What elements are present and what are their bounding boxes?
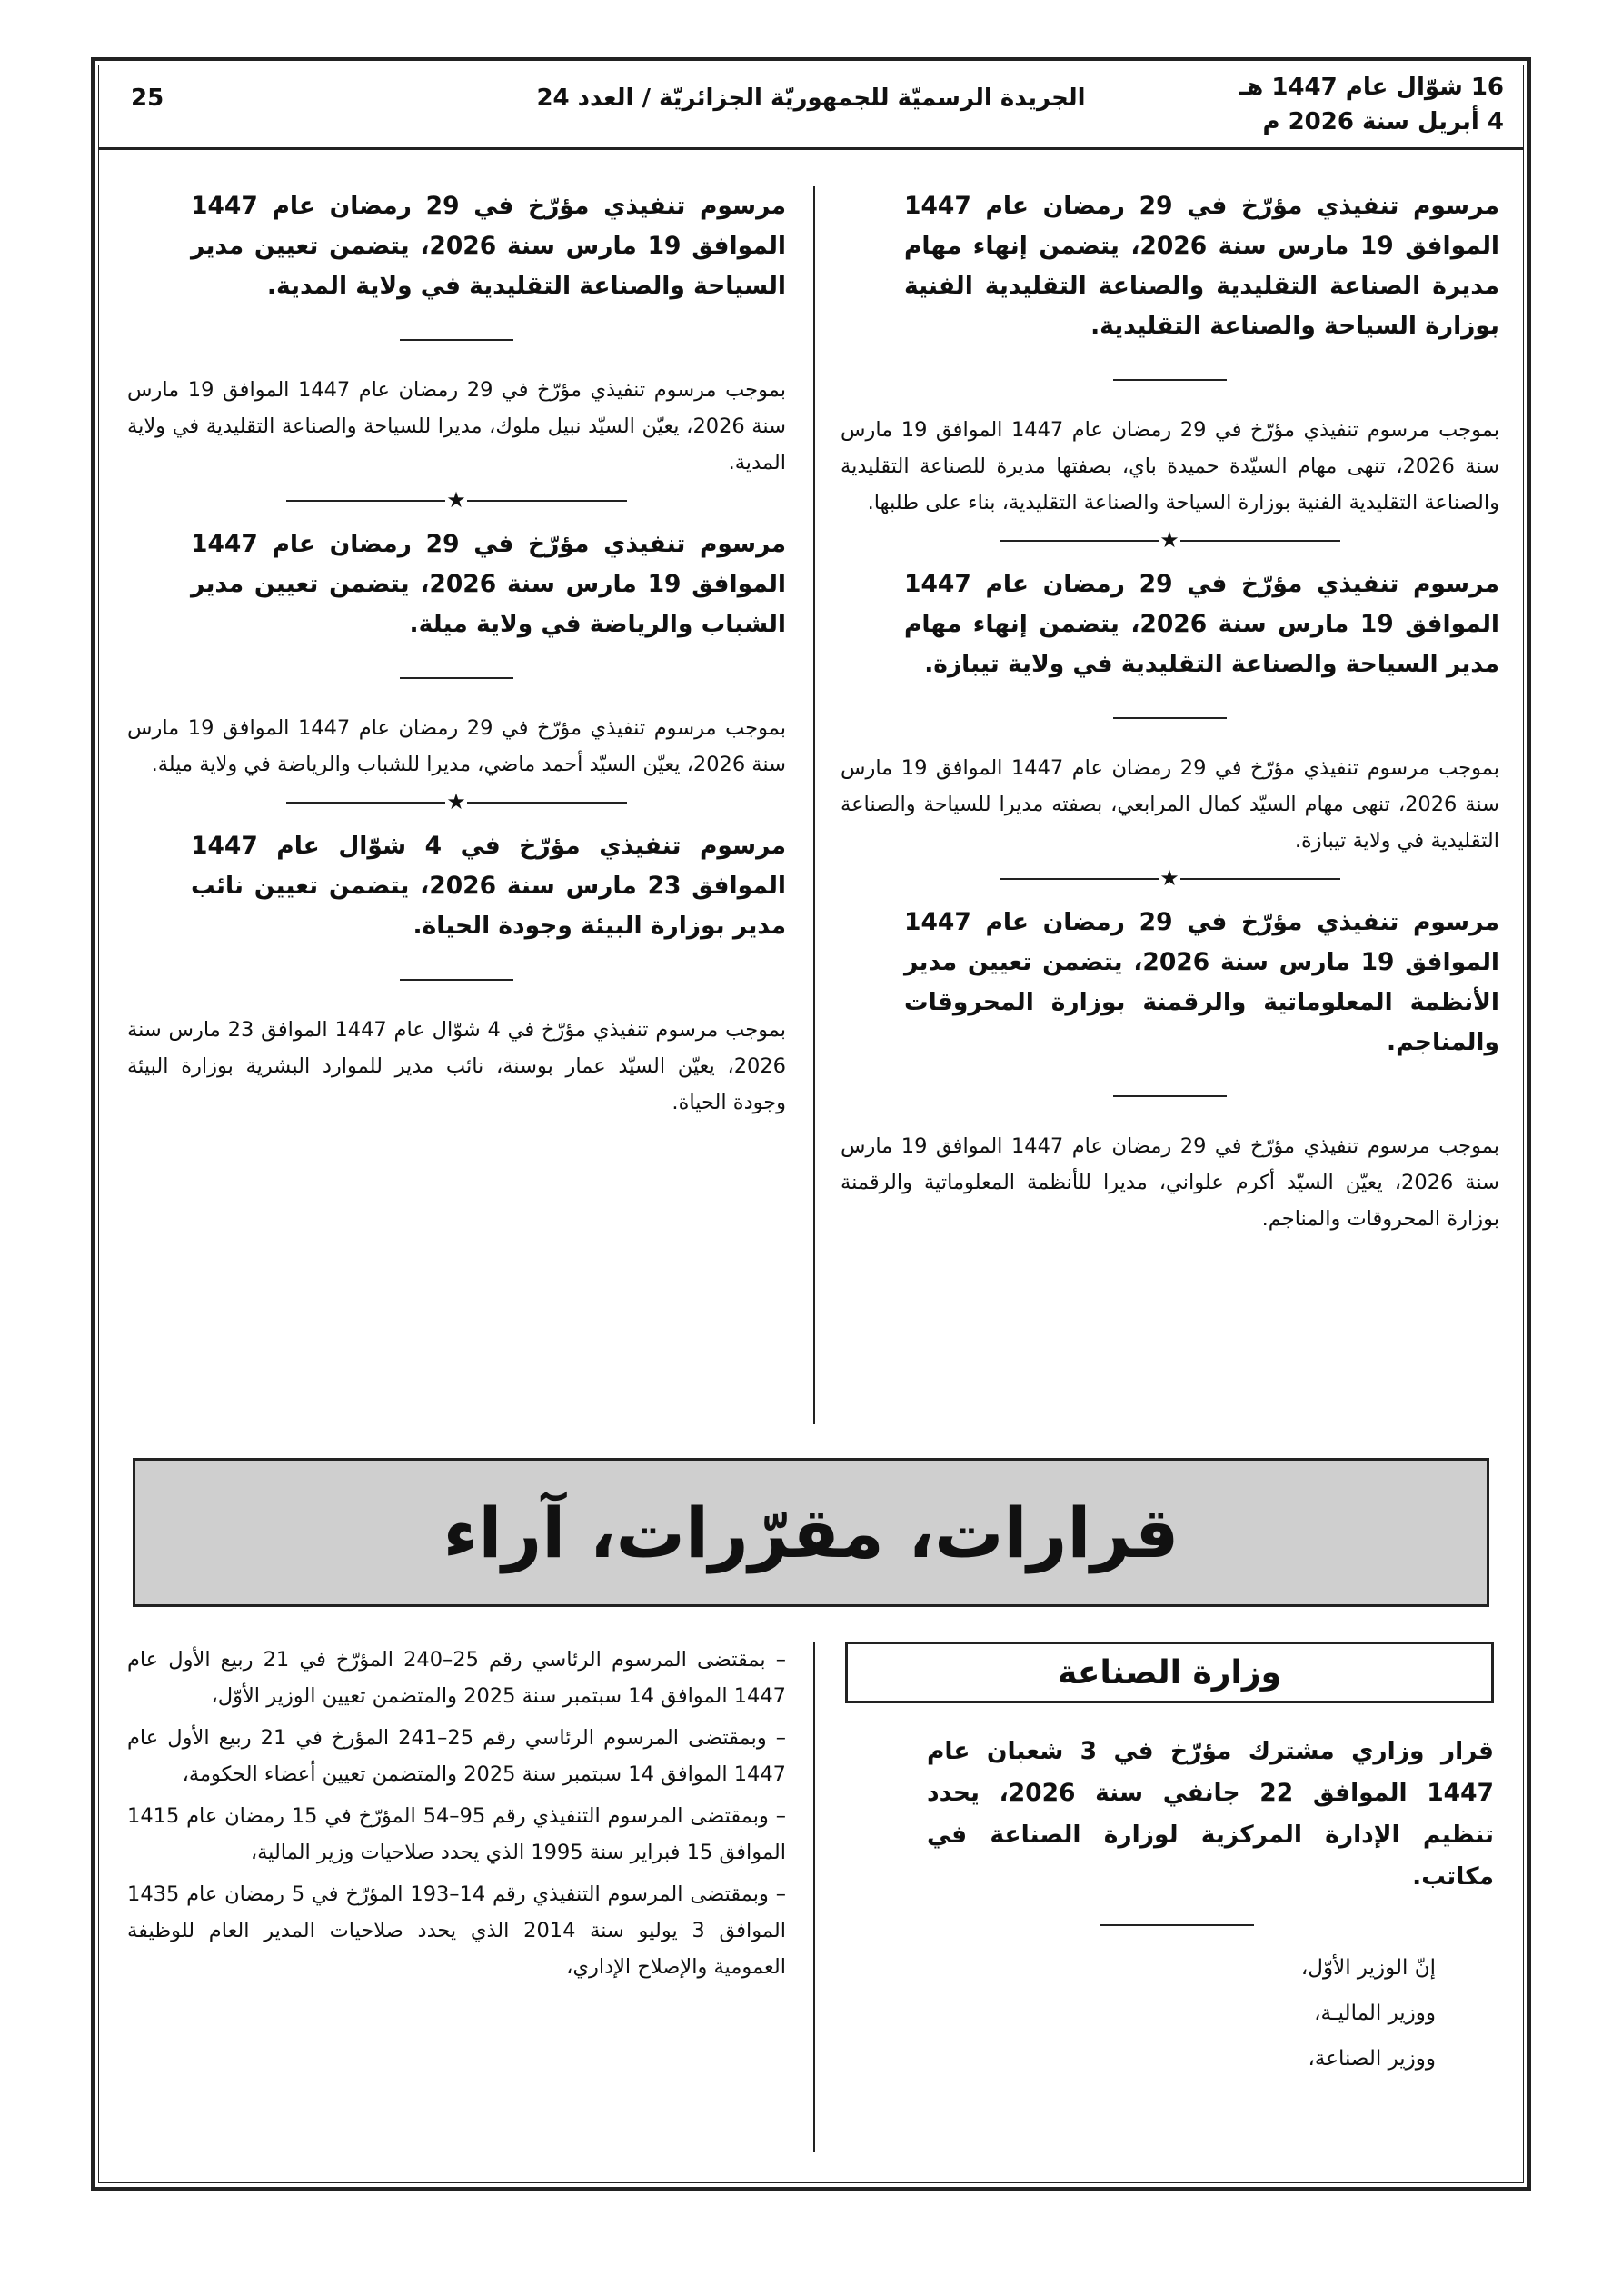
section-banner — [133, 1458, 1489, 1607]
header-date-hijri: 16 شوّال عام 1447 هـ — [1239, 74, 1504, 101]
left-column — [127, 186, 786, 1121]
star-divider — [841, 865, 1499, 891]
decree-heading: مرسوم تنفيذي مؤرّخ في 29 رمضان عام 1447 الموافق 19 مارس سنة 2026، يتضمن إنهاء مهام مدير السياحة والصناعة التقليدية في ولاية تيبازة. — [904, 570, 1500, 678]
signatory: ووزير الماليـة، — [1314, 2002, 1436, 2025]
star-icon: ★ — [1159, 527, 1179, 553]
signatories-list — [845, 1945, 1472, 2081]
short-divider — [400, 677, 513, 679]
page-number: 25 — [131, 85, 164, 112]
decree-body: بموجب مرسوم تنفيذي مؤرّخ في 29 رمضان عام 1447 الموافق 19 مارس سنة 2026، تنهى مهام السيّدة حميدة باي، بصفتها مديرة للصناعة التقليدية والصناعة التقليدية الفنية بوزارة السياحة والصناعة التقليدية، بناء على طلبها. — [841, 418, 1500, 514]
star-icon: ★ — [1159, 865, 1179, 891]
decree-heading: مرسوم تنفيذي مؤرّخ في 29 رمضان عام 1447 الموافق 19 مارس سنة 2026، يتضمن إنهاء مهام مديرة الصناعة التقليدية والصناعة التقليدية الفنية بوزارة السياحة والصناعة التقليدية. — [904, 192, 1500, 340]
decree-heading: مرسوم تنفيذي مؤرّخ في 29 رمضان عام 1447 الموافق 19 مارس سنة 2026، يتضمن تعيين مدير الشباب والرياضة في ولاية ميلة. — [191, 530, 787, 638]
decree-body: بموجب مرسوم تنفيذي مؤرّخ في 29 رمضان عام 1447 الموافق 19 مارس سنة 2026، يعيّن السيّد أكرم علواني، مديرا للأنظمة المعلوماتية والرقمنة بوزارة المحروقات والمناجم. — [841, 1134, 1499, 1231]
decree-heading: مرسوم تنفيذي مؤرّخ في 4 شوّال عام 1447 الموافق 23 مارس سنة 2026، يتضمن تعيين نائب مدير بوزارة البيئة وجودة الحياة. — [191, 832, 786, 940]
right-column — [841, 186, 1499, 1237]
decision-block — [845, 1731, 1494, 1898]
signatory: إنّ الوزير الأوّل، — [1300, 1956, 1436, 1980]
signatory: ووزير الصناعة، — [1308, 2047, 1436, 2071]
ministry-title: وزارة الصناعة — [1058, 1653, 1281, 1692]
short-divider — [1113, 379, 1227, 381]
header-date-gregorian: 4 أبريل سنة 2026 م — [1262, 108, 1504, 135]
column-divider-top — [813, 186, 815, 1424]
considerations-column — [127, 1642, 786, 1991]
short-divider — [1113, 1095, 1227, 1097]
ministry-title-box — [845, 1642, 1494, 1703]
star-divider — [127, 789, 786, 814]
header-title: الجريدة الرسميّة للجمهوريّة الجزائريّة / العدد 24 — [536, 85, 1086, 112]
star-icon: ★ — [446, 789, 466, 814]
section-banner-title: قرارات، مقرّرات، آراء — [443, 1492, 1179, 1573]
decision-heading: قرار وزاري مشترك مؤرّخ في 3 شعبان عام 1447 الموافق 22 جانفي سنة 2026، يحدد تنظيم الإدارة المركزية لوزارة الصناعة في مكاتب. — [927, 1737, 1494, 1891]
decree-body: بموجب مرسوم تنفيذي مؤرّخ في 29 رمضان عام 1447 الموافق 19 مارس سنة 2026، يعيّن السيّد أحمد ماضي، مديرا للشباب والرياضة في ولاية ميلة. — [127, 716, 786, 776]
short-divider — [400, 339, 513, 341]
decree-heading: مرسوم تنفيذي مؤرّخ في 29 رمضان عام 1447 الموافق 19 مارس سنة 2026، يتضمن تعيين مدير الأنظمة المعلوماتية والرقمنة بوزارة المحروقات والمناجم. — [904, 908, 1500, 1056]
short-divider — [1113, 717, 1227, 719]
page-header — [98, 65, 1524, 150]
short-divider — [400, 979, 513, 981]
star-divider — [127, 487, 786, 513]
consideration-item: – وبمقتضى المرسوم الرئاسي رقم 25–241 المؤرخ في 21 ربيع الأول عام 1447 الموافق 14 سبتمبر سنة 2025 والمتضمن تعيين أعضاء الحكومة، — [127, 1726, 787, 1786]
decree-body: بموجب مرسوم تنفيذي مؤرّخ في 4 شوّال عام 1447 الموافق 23 مارس سنة 2026، يعيّن السيّد عمار بوسنة، نائب مدير للموارد البشرية بوزارة البيئة وجودة الحياة. — [127, 1018, 787, 1114]
consideration-item: – وبمقتضى المرسوم التنفيذي رقم 14–193 المؤرّخ في 5 رمضان عام 1435 الموافق 3 يوليو سنة 2014 الذي يحدد صلاحيات المدير العام للوظيفة العمومية والإصلاح الإداري، — [127, 1882, 786, 1979]
decree-body: بموجب مرسوم تنفيذي مؤرّخ في 29 رمضان عام 1447 الموافق 19 مارس سنة 2026، تنهى مهام السيّد كمال المرابعي، بصفته مديرا للسياحة والصناعة التقليدية في ولاية تيبازة. — [841, 756, 1499, 853]
column-divider-bottom — [813, 1642, 815, 2152]
consideration-item: – وبمقتضى المرسوم التنفيذي رقم 95–54 المؤرّخ في 15 رمضان عام 1415 الموافق 15 فبراير سنة 1995 الذي يحدد صلاحيات وزير المالية، — [127, 1804, 786, 1864]
star-divider — [841, 527, 1499, 553]
star-icon: ★ — [446, 487, 466, 513]
short-divider — [1100, 1924, 1254, 1926]
decree-heading: مرسوم تنفيذي مؤرّخ في 29 رمضان عام 1447 الموافق 19 مارس سنة 2026، يتضمن تعيين مدير السياحة والصناعة التقليدية في ولاية المدية. — [191, 192, 787, 300]
decree-body: بموجب مرسوم تنفيذي مؤرّخ في 29 رمضان عام 1447 الموافق 19 مارس سنة 2026، يعيّن السيّد نبيل ملوك، مديرا للسياحة والصناعة التقليدية في ولاية المدية. — [127, 378, 787, 474]
consideration-item: – بمقتضى المرسوم الرئاسي رقم 25–240 المؤرّخ في 21 ربيع الأول عام 1447 الموافق 14 سبتمبر سنة 2025 والمتضمن تعيين الوزير الأوّل، — [127, 1648, 787, 1708]
